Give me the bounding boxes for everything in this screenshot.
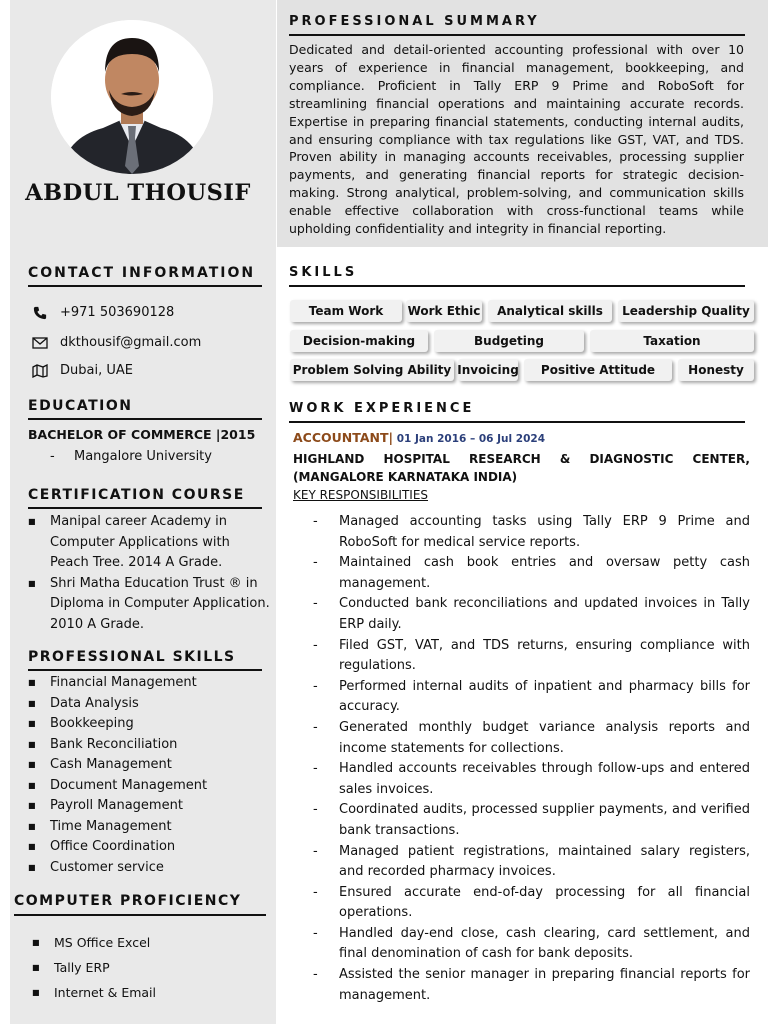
list-item: - Handled accounts receivables through follow-ups and entered sales invoices. <box>313 761 750 797</box>
list-item: - Managed patient registrations, maintained salary registers, and recorded pharmacy invoices. <box>313 843 750 880</box>
list-item: ■ Financial Management <box>28 675 197 690</box>
skill-chip: Leadership Quality <box>618 300 754 322</box>
list-item: ■ Document Management <box>28 777 208 793</box>
skill-chip: Problem Solving Ability <box>290 359 454 381</box>
contact-heading: CONTACT INFORMATION <box>28 265 256 281</box>
list-item: - Generated monthly budget variance analysis reports and income statements for collections. <box>313 719 750 756</box>
summary-heading: PROFESSIONAL SUMMARY <box>289 14 540 29</box>
skills-heading: SKILLS <box>289 265 358 280</box>
email-address: dkthousif@gmail.com <box>60 335 202 350</box>
list-item: ■ Manipal career Academy in Computer Applications with Peach Tree. 2014 A Grade. <box>28 514 230 570</box>
list-item: ■ Data Analysis <box>28 695 139 711</box>
skill-chip: Honesty <box>678 359 754 381</box>
summary-text: Dedicated and detail-oriented accounting professional with over 10 years of experience in financial management, bookkeeping, and compliance. Proficient in Tally ERP 9 Prime and RoboSoft for streamlining financial operations and maintaining accurate records. Expertise in preparing financial statements, conducting internal audits, and ensuring compliance with tax regulations like GST, VAT, and TDS. Proven ability in managing accounts receivables, processing supplier payments, and generating financial reports for strategic decision-making. Strong analytical, problem-solving, and communication skills enable effective collaboration with cross-functional teams while upholding confidentiality and integrity in financial reporting. <box>289 42 744 237</box>
certification-list <box>28 512 272 635</box>
degree: BACHELOR OF COMMERCE |2015 <box>28 427 256 442</box>
skill-chip: Taxation <box>590 330 754 352</box>
list-item: ■ Bookkeeping <box>28 716 134 731</box>
certification-divider <box>28 507 262 509</box>
computer-proficiency-divider <box>14 914 266 916</box>
contact-divider <box>28 285 262 287</box>
job-title-line <box>293 430 545 445</box>
list-item: ■ Time Management <box>28 818 172 834</box>
skill-chip: Positive Attitude <box>524 359 672 381</box>
list-item: - Maintained cash book entries and oversaw petty cash management. <box>313 555 750 591</box>
envelope-icon <box>32 336 48 350</box>
contact-email <box>32 335 201 350</box>
work-experience-divider <box>289 421 745 423</box>
education-divider <box>28 418 262 420</box>
list-item: - Ensured accurate end-of-day processing for all financial operations. <box>313 884 750 921</box>
contact-location <box>32 363 133 378</box>
work-experience-heading: WORK EXPERIENCE <box>289 401 475 416</box>
education-heading: EDUCATION <box>28 398 133 414</box>
list-item: ■ Customer service <box>28 859 164 875</box>
job-dates: 01 Jan 2016 – 06 Jul 2024 <box>393 433 546 445</box>
list-item: ■ Payroll Management <box>28 798 183 813</box>
university-line: - Mangalore University <box>50 449 212 464</box>
list-item: - Conducted bank reconciliations and updated invoices in Tally ERP daily. <box>313 596 750 632</box>
professional-skills-heading: PROFESSIONAL SKILLS <box>28 649 236 665</box>
professional-skills-list <box>28 673 273 878</box>
list-item: - Filed GST, VAT, and TDS returns, ensuring compliance with regulations. <box>313 637 750 674</box>
responsibilities-list <box>313 512 750 1006</box>
computer-proficiency-heading: COMPUTER PROFICIENCY <box>14 893 242 909</box>
skills-divider <box>289 285 745 287</box>
list-item: ■ Shri Matha Education Trust ® in Diploma in Computer Application. 2010 A Grade. <box>28 575 270 632</box>
university: Mangalore University <box>74 449 212 464</box>
summary-divider <box>289 34 745 36</box>
list-item: - Handled day-end close, cash clearing, card settlement, and final denomination of cash for bank deposits. <box>313 925 750 962</box>
list-item: - Performed internal audits of inpatient and pharmacy bills for accuracy. <box>313 678 750 715</box>
skill-chip: Work Ethic <box>406 300 482 322</box>
phone-icon <box>32 306 48 320</box>
skill-chip: Budgeting <box>434 330 584 352</box>
professional-skills-divider <box>28 669 262 671</box>
map-icon <box>32 364 48 378</box>
candidate-name: ABDUL THOUSIF <box>25 180 251 206</box>
list-item: - Assisted the senior manager in preparing financial reports for management. <box>313 967 750 1003</box>
list-item: - Managed accounting tasks using Tally ERP 9 Prime and RoboSoft for medical service reports. <box>313 514 750 550</box>
skill-chip: Team Work <box>290 300 402 322</box>
list-item: - Coordinated audits, processed supplier payments, and verified bank transactions. <box>313 802 750 838</box>
list-item: ■ Tally ERP <box>32 960 110 975</box>
skill-chip: Decision-making <box>290 330 428 352</box>
profile-photo <box>51 20 213 174</box>
list-item: ■ Internet & Email <box>32 985 157 1000</box>
company-name: HIGHLAND HOSPITAL RESEARCH & DIAGNOSTIC CENTER, (MANGALORE KARNATAKA INDIA) <box>293 452 750 484</box>
skill-chip: Analytical skills <box>488 300 612 322</box>
location-text: Dubai, UAE <box>60 363 133 378</box>
job-title: ACCOUNTANT| <box>293 430 394 445</box>
skill-chip: Invoicing <box>458 359 518 381</box>
computer-proficiency-list <box>32 930 277 1005</box>
contact-phone <box>32 305 174 320</box>
list-item: ■ Bank Reconciliation <box>28 736 178 752</box>
list-item: ■ Cash Management <box>28 757 172 772</box>
profile-photo-image <box>51 20 213 174</box>
phone-number: +971 503690128 <box>60 305 175 320</box>
list-item: ■ Office Coordination <box>28 839 176 854</box>
key-responsibilities-label: KEY RESPONSIBILITIES <box>293 488 429 502</box>
list-item: ■ MS Office Excel <box>32 935 151 950</box>
certification-heading: CERTIFICATION COURSE <box>28 487 245 503</box>
